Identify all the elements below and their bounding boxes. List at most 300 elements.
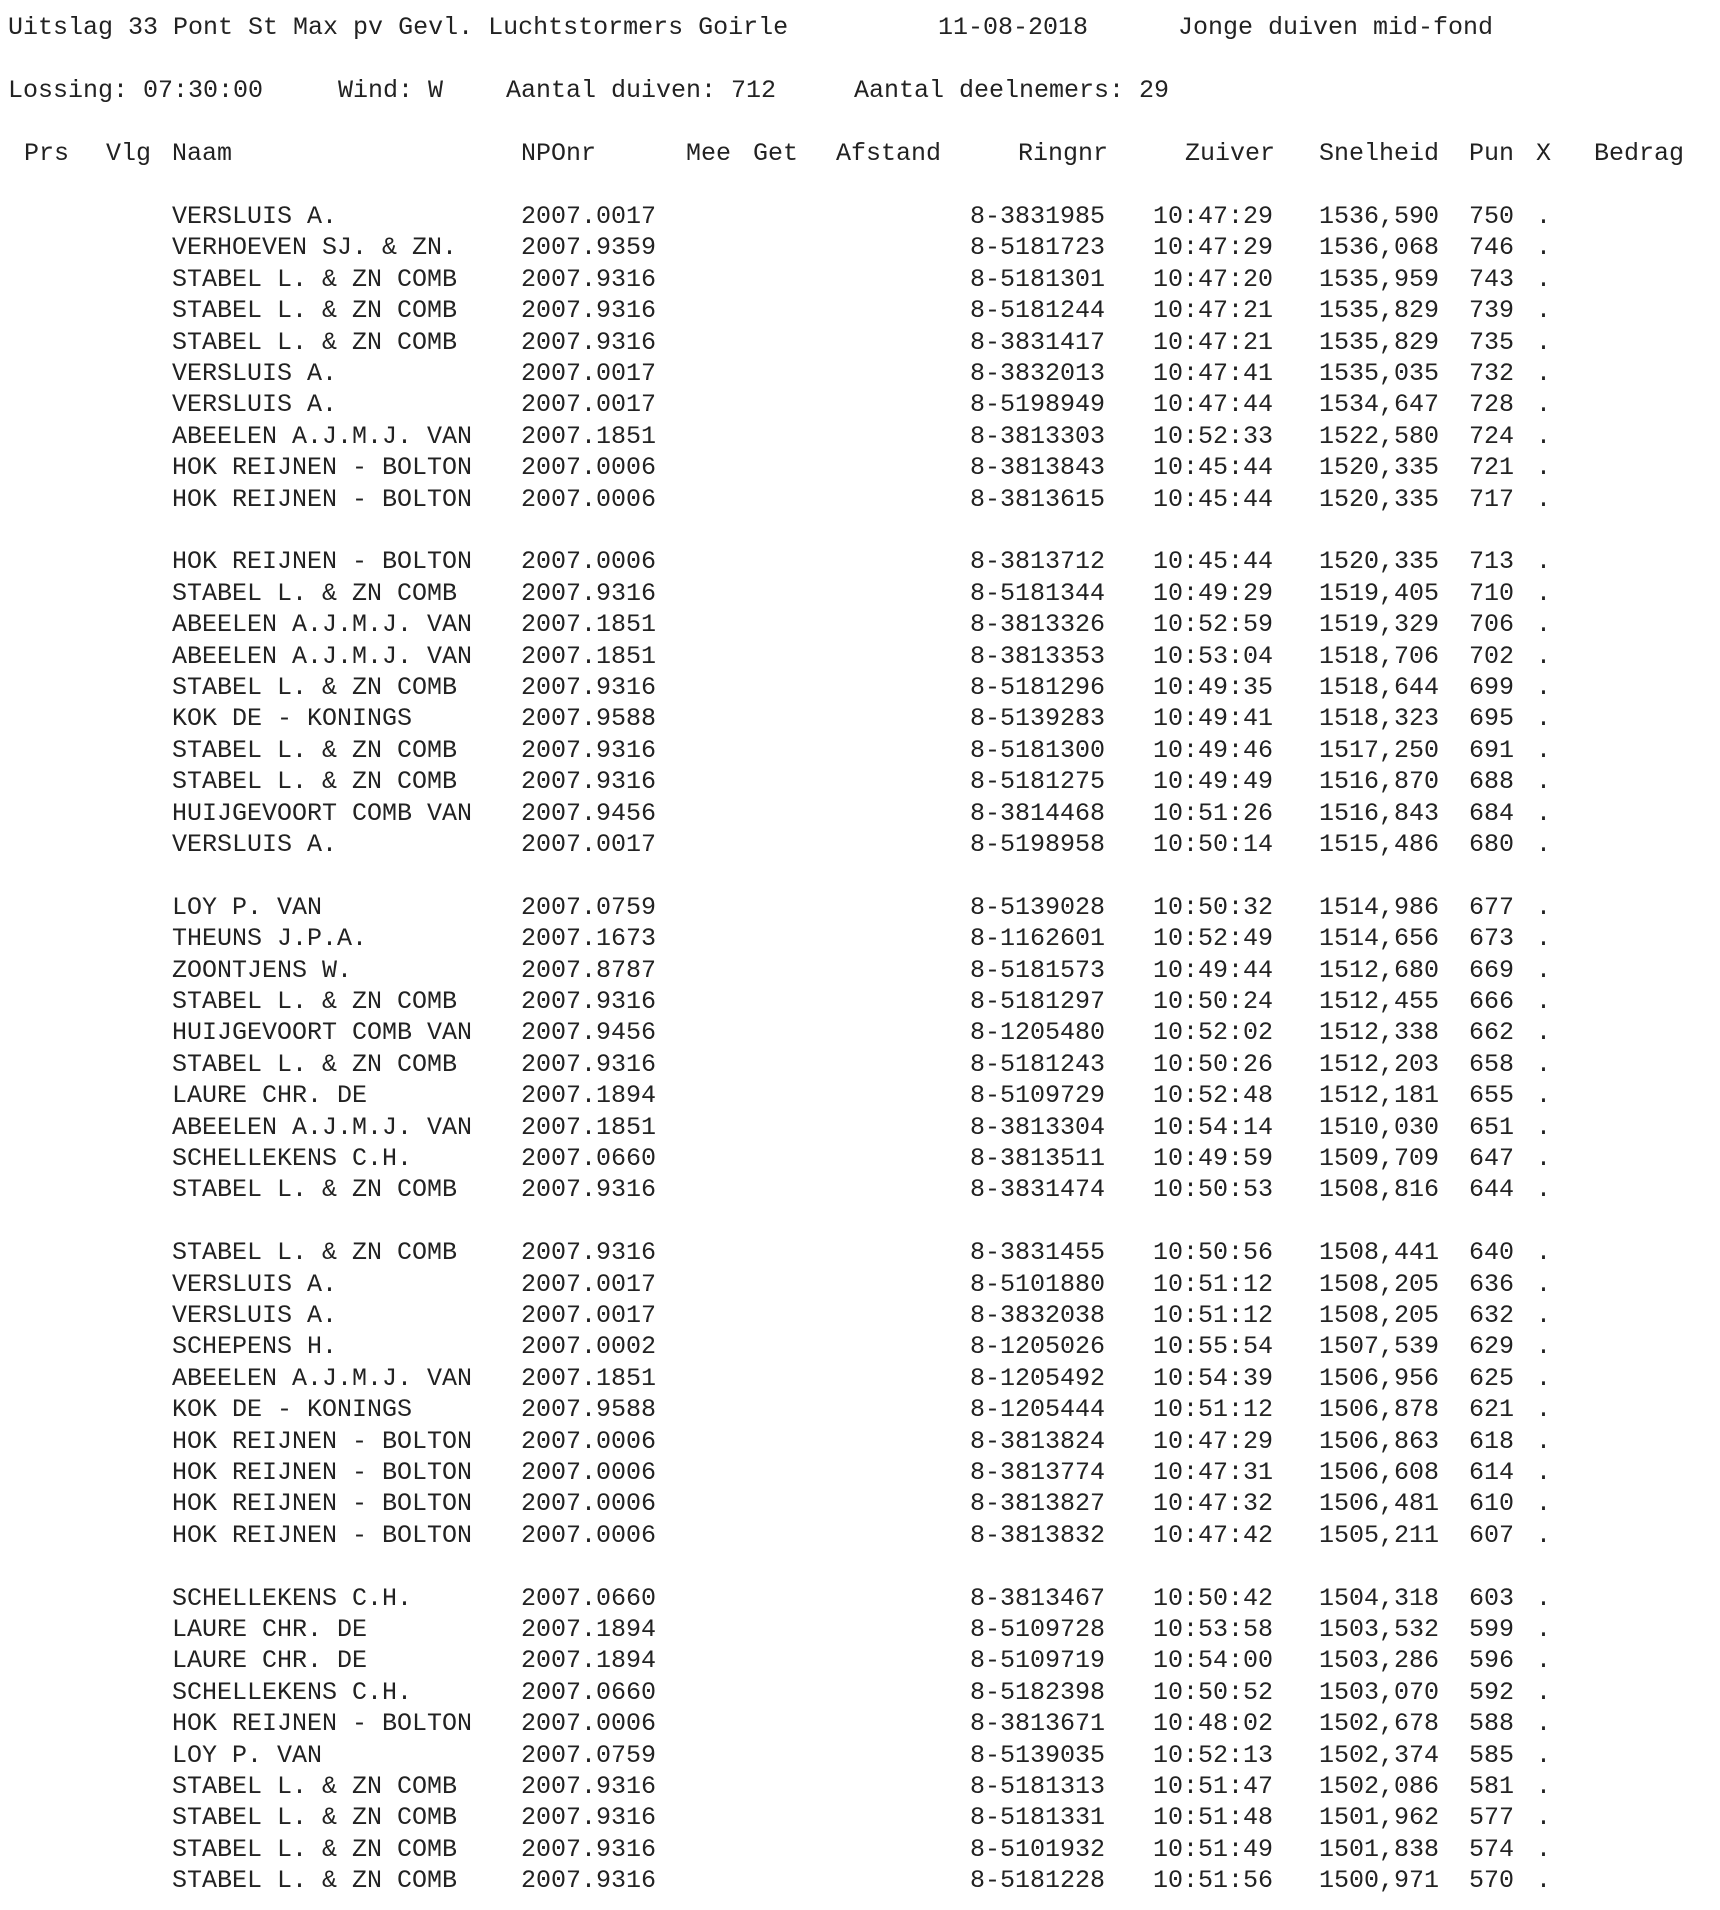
cell-naam: STABEL L. & ZN COMB — [172, 767, 458, 797]
cell-zuiver: 10:51:49 — [1153, 1834, 1274, 1864]
cell-zuiver: 10:54:14 — [1153, 1112, 1274, 1142]
cell-naam: STABEL L. & ZN COMB — [172, 735, 458, 765]
cell-zuiver: 10:47:44 — [1153, 390, 1274, 420]
cell-ringnr: 8-5109728 — [970, 1615, 1106, 1644]
cell-x: . — [1536, 1301, 1552, 1330]
cell-ringnr: 8-5101932 — [970, 1834, 1106, 1864]
column-header-ringnr: Ringnr — [1018, 139, 1109, 168]
cell-nponr: 2007.9316 — [521, 1049, 657, 1079]
cell-ringnr: 8-1205444 — [970, 1395, 1106, 1425]
cell-x: . — [1536, 1395, 1552, 1425]
cell-snelheid: 1515,486 — [1319, 830, 1440, 859]
cell-pun: 669 — [1469, 955, 1515, 985]
column-header-mee: Mee — [686, 139, 732, 168]
cell-snelheid: 1518,706 — [1319, 641, 1440, 671]
cell-nponr: 2007.9316 — [521, 987, 657, 1016]
cell-naam: VERSLUIS A. — [172, 390, 338, 420]
cell-nponr: 2007.9316 — [521, 1175, 657, 1205]
cell-zuiver: 10:51:56 — [1153, 1866, 1274, 1896]
cell-pun: 647 — [1469, 1144, 1515, 1173]
cell-ringnr: 8-5181313 — [970, 1772, 1106, 1801]
pigeon-count: Aantal duiven: 712 — [506, 76, 777, 105]
cell-ringnr: 8-3813304 — [970, 1112, 1106, 1142]
cell-naam: SCHELLEKENS C.H. — [172, 1144, 413, 1173]
cell-nponr: 2007.0002 — [521, 1332, 657, 1362]
cell-x: . — [1536, 892, 1552, 922]
cell-zuiver: 10:47:42 — [1153, 1520, 1274, 1550]
cell-naam: HUIJGEVOORT COMB VAN — [172, 798, 473, 828]
cell-pun: 728 — [1469, 390, 1515, 420]
cell-nponr: 2007.1673 — [521, 924, 657, 954]
cell-zuiver: 10:47:41 — [1153, 359, 1274, 388]
cell-pun: 746 — [1469, 233, 1515, 263]
cell-ringnr: 8-5181296 — [970, 673, 1106, 702]
cell-pun: 644 — [1469, 1175, 1515, 1205]
cell-x: . — [1536, 1866, 1552, 1896]
cell-naam: HOK REIJNEN - BOLTON — [172, 1426, 473, 1456]
cell-x: . — [1536, 1049, 1552, 1079]
cell-pun: 577 — [1469, 1803, 1515, 1833]
cell-snelheid: 1535,829 — [1319, 296, 1440, 326]
cell-naam: VERSLUIS A. — [172, 1301, 338, 1330]
cell-naam: ABEELEN A.J.M.J. VAN — [172, 641, 473, 671]
cell-pun: 570 — [1469, 1866, 1515, 1896]
cell-naam: THEUNS J.P.A. — [172, 924, 368, 954]
cell-pun: 603 — [1469, 1583, 1515, 1613]
cell-pun: 621 — [1469, 1395, 1515, 1425]
cell-pun: 614 — [1469, 1458, 1515, 1487]
cell-naam: STABEL L. & ZN COMB — [172, 673, 458, 702]
cell-nponr: 2007.0017 — [521, 1301, 657, 1330]
cell-x: . — [1536, 390, 1552, 420]
cell-x: . — [1536, 547, 1552, 577]
cell-x: . — [1536, 987, 1552, 1016]
column-header-pun: Pun — [1469, 139, 1515, 168]
cell-snelheid: 1534,647 — [1319, 390, 1440, 420]
column-header-x: X — [1536, 139, 1552, 168]
cell-pun: 699 — [1469, 673, 1515, 702]
cell-pun: 710 — [1469, 578, 1515, 608]
cell-ringnr: 8-5181243 — [970, 1049, 1106, 1079]
cell-snelheid: 1508,816 — [1319, 1175, 1440, 1205]
cell-zuiver: 10:47:31 — [1153, 1458, 1274, 1487]
cell-zuiver: 10:47:29 — [1153, 202, 1274, 231]
cell-snelheid: 1501,962 — [1319, 1803, 1440, 1833]
cell-naam: KOK DE - KONINGS — [172, 704, 413, 734]
cell-snelheid: 1500,971 — [1319, 1866, 1440, 1896]
cell-nponr: 2007.9316 — [521, 767, 657, 797]
race-category: Jonge duiven mid-fond — [1178, 13, 1494, 42]
cell-zuiver: 10:51:26 — [1153, 798, 1274, 828]
cell-zuiver: 10:50:26 — [1153, 1049, 1274, 1079]
cell-naam: LAURE CHR. DE — [172, 1615, 368, 1644]
cell-pun: 688 — [1469, 767, 1515, 797]
cell-x: . — [1536, 484, 1552, 514]
cell-pun: 662 — [1469, 1018, 1515, 1048]
cell-naam: STABEL L. & ZN COMB — [172, 296, 458, 326]
cell-zuiver: 10:50:14 — [1153, 830, 1274, 859]
cell-snelheid: 1505,211 — [1319, 1520, 1440, 1550]
cell-ringnr: 8-3813303 — [970, 421, 1106, 451]
cell-ringnr: 8-3813353 — [970, 641, 1106, 671]
cell-snelheid: 1512,181 — [1319, 1081, 1440, 1111]
lossing-time: Lossing: 07:30:00 — [8, 76, 264, 105]
cell-pun: 596 — [1469, 1646, 1515, 1676]
cell-nponr: 2007.9588 — [521, 1395, 657, 1425]
cell-zuiver: 10:47:29 — [1153, 1426, 1274, 1456]
cell-ringnr: 8-5181275 — [970, 767, 1106, 797]
cell-nponr: 2007.9316 — [521, 578, 657, 608]
cell-pun: 717 — [1469, 484, 1515, 514]
cell-zuiver: 10:50:53 — [1153, 1175, 1274, 1205]
cell-naam: HUIJGEVOORT COMB VAN — [172, 1018, 473, 1048]
cell-ringnr: 8-1205026 — [970, 1332, 1106, 1362]
cell-zuiver: 10:49:46 — [1153, 735, 1274, 765]
cell-naam: STABEL L. & ZN COMB — [172, 987, 458, 1016]
cell-ringnr: 8-5181300 — [970, 735, 1106, 765]
cell-naam: STABEL L. & ZN COMB — [172, 1049, 458, 1079]
cell-snelheid: 1512,203 — [1319, 1049, 1440, 1079]
cell-zuiver: 10:52:59 — [1153, 610, 1274, 640]
cell-x: . — [1536, 924, 1552, 954]
cell-nponr: 2007.9316 — [521, 1772, 657, 1801]
cell-x: . — [1536, 327, 1552, 357]
cell-snelheid: 1507,539 — [1319, 1332, 1440, 1362]
cell-snelheid: 1517,250 — [1319, 735, 1440, 765]
cell-zuiver: 10:50:42 — [1153, 1583, 1274, 1613]
cell-ringnr: 8-3813774 — [970, 1458, 1106, 1487]
cell-naam: HOK REIJNEN - BOLTON — [172, 484, 473, 514]
cell-zuiver: 10:49:29 — [1153, 578, 1274, 608]
cell-x: . — [1536, 264, 1552, 294]
cell-naam: LAURE CHR. DE — [172, 1646, 368, 1676]
cell-zuiver: 10:55:54 — [1153, 1332, 1274, 1362]
cell-ringnr: 8-5181297 — [970, 987, 1106, 1016]
cell-snelheid: 1502,374 — [1319, 1740, 1440, 1770]
column-header-vlg: Vlg — [106, 139, 152, 168]
cell-naam: STABEL L. & ZN COMB — [172, 1772, 458, 1801]
cell-ringnr: 8-5198958 — [970, 830, 1106, 859]
cell-zuiver: 10:51:12 — [1153, 1269, 1274, 1299]
cell-zuiver: 10:50:56 — [1153, 1238, 1274, 1268]
cell-snelheid: 1512,455 — [1319, 987, 1440, 1016]
cell-naam: HOK REIJNEN - BOLTON — [172, 1520, 473, 1550]
cell-pun: 684 — [1469, 798, 1515, 828]
cell-ringnr: 8-5181723 — [970, 233, 1106, 263]
cell-zuiver: 10:47:20 — [1153, 264, 1274, 294]
column-header-zuiver: Zuiver — [1185, 139, 1276, 168]
cell-pun: 673 — [1469, 924, 1515, 954]
cell-ringnr: 8-3813832 — [970, 1520, 1106, 1550]
cell-snelheid: 1514,656 — [1319, 924, 1440, 954]
cell-naam: ABEELEN A.J.M.J. VAN — [172, 1363, 473, 1393]
cell-nponr: 2007.0017 — [521, 1269, 657, 1299]
cell-zuiver: 10:49:41 — [1153, 704, 1274, 734]
cell-snelheid: 1516,843 — [1319, 798, 1440, 828]
cell-nponr: 2007.0017 — [521, 202, 657, 231]
column-header-afstand: Afstand — [836, 139, 942, 168]
cell-snelheid: 1535,829 — [1319, 327, 1440, 357]
cell-ringnr: 8-1162601 — [970, 924, 1106, 954]
cell-nponr: 2007.9316 — [521, 1238, 657, 1268]
cell-naam: STABEL L. & ZN COMB — [172, 578, 458, 608]
cell-pun: 588 — [1469, 1709, 1515, 1739]
cell-nponr: 2007.9316 — [521, 1834, 657, 1864]
cell-snelheid: 1519,405 — [1319, 578, 1440, 608]
cell-nponr: 2007.0759 — [521, 1740, 657, 1770]
cell-snelheid: 1536,590 — [1319, 202, 1440, 231]
cell-naam: VERSLUIS A. — [172, 1269, 338, 1299]
cell-snelheid: 1510,030 — [1319, 1112, 1440, 1142]
cell-ringnr: 8-3831455 — [970, 1238, 1106, 1268]
cell-x: . — [1536, 1175, 1552, 1205]
cell-naam: ZOONTJENS W. — [172, 955, 353, 985]
cell-pun: 618 — [1469, 1426, 1515, 1456]
cell-pun: 695 — [1469, 704, 1515, 734]
cell-naam: ABEELEN A.J.M.J. VAN — [172, 1112, 473, 1142]
cell-ringnr: 8-5181301 — [970, 264, 1106, 294]
cell-snelheid: 1501,838 — [1319, 1834, 1440, 1864]
cell-x: . — [1536, 453, 1552, 483]
race-title: Uitslag 33 Pont St Max pv Gevl. Luchtstormers Goirle — [8, 13, 789, 42]
cell-snelheid: 1519,329 — [1319, 610, 1440, 640]
cell-naam: STABEL L. & ZN COMB — [172, 1834, 458, 1864]
cell-snelheid: 1518,644 — [1319, 673, 1440, 702]
cell-snelheid: 1506,481 — [1319, 1489, 1440, 1519]
cell-naam: KOK DE - KONINGS — [172, 1395, 413, 1425]
cell-x: . — [1536, 578, 1552, 608]
cell-zuiver: 10:49:44 — [1153, 955, 1274, 985]
cell-nponr: 2007.9316 — [521, 1866, 657, 1896]
cell-nponr: 2007.9359 — [521, 233, 657, 263]
cell-naam: LOY P. VAN — [172, 892, 323, 922]
cell-snelheid: 1522,580 — [1319, 421, 1440, 451]
cell-zuiver: 10:45:44 — [1153, 484, 1274, 514]
cell-ringnr: 8-5181244 — [970, 296, 1106, 326]
cell-naam: ABEELEN A.J.M.J. VAN — [172, 610, 473, 640]
cell-nponr: 2007.9588 — [521, 704, 657, 734]
cell-zuiver: 10:51:47 — [1153, 1772, 1274, 1801]
cell-zuiver: 10:47:21 — [1153, 296, 1274, 326]
cell-nponr: 2007.0006 — [521, 484, 657, 514]
cell-nponr: 2007.1851 — [521, 1112, 657, 1142]
cell-naam: LAURE CHR. DE — [172, 1081, 368, 1111]
cell-naam: SCHELLEKENS C.H. — [172, 1677, 413, 1707]
cell-x: . — [1536, 704, 1552, 734]
cell-nponr: 2007.9316 — [521, 296, 657, 326]
cell-zuiver: 10:51:12 — [1153, 1301, 1274, 1330]
cell-x: . — [1536, 955, 1552, 985]
cell-x: . — [1536, 1144, 1552, 1173]
cell-nponr: 2007.1851 — [521, 641, 657, 671]
cell-pun: 610 — [1469, 1489, 1515, 1519]
cell-ringnr: 8-3831417 — [970, 327, 1106, 357]
cell-snelheid: 1520,335 — [1319, 484, 1440, 514]
cell-nponr: 2007.9316 — [521, 1803, 657, 1833]
cell-ringnr: 8-5139028 — [970, 892, 1106, 922]
cell-x: . — [1536, 1018, 1552, 1048]
cell-ringnr: 8-1205492 — [970, 1363, 1106, 1393]
cell-zuiver: 10:52:48 — [1153, 1081, 1274, 1111]
cell-ringnr: 8-3831985 — [970, 202, 1106, 231]
cell-ringnr: 8-3813712 — [970, 547, 1106, 577]
cell-nponr: 2007.0006 — [521, 1709, 657, 1739]
cell-snelheid: 1502,086 — [1319, 1772, 1440, 1801]
cell-pun: 581 — [1469, 1772, 1515, 1801]
cell-snelheid: 1503,070 — [1319, 1677, 1440, 1707]
cell-snelheid: 1503,286 — [1319, 1646, 1440, 1676]
column-header-snelheid: Snelheid — [1319, 139, 1440, 168]
cell-x: . — [1536, 1112, 1552, 1142]
cell-zuiver: 10:52:13 — [1153, 1740, 1274, 1770]
cell-ringnr: 8-5101880 — [970, 1269, 1106, 1299]
cell-ringnr: 8-5109719 — [970, 1646, 1106, 1676]
cell-nponr: 2007.0017 — [521, 359, 657, 388]
cell-snelheid: 1512,680 — [1319, 955, 1440, 985]
cell-pun: 750 — [1469, 202, 1515, 231]
cell-pun: 632 — [1469, 1301, 1515, 1330]
cell-x: . — [1536, 1803, 1552, 1833]
cell-pun: 724 — [1469, 421, 1515, 451]
cell-zuiver: 10:47:21 — [1153, 327, 1274, 357]
cell-snelheid: 1506,956 — [1319, 1363, 1440, 1393]
cell-snelheid: 1503,532 — [1319, 1615, 1440, 1644]
cell-snelheid: 1512,338 — [1319, 1018, 1440, 1048]
cell-x: . — [1536, 767, 1552, 797]
cell-zuiver: 10:52:02 — [1153, 1018, 1274, 1048]
column-header-naam: Naam — [172, 139, 233, 168]
cell-snelheid: 1508,205 — [1319, 1301, 1440, 1330]
cell-zuiver: 10:45:44 — [1153, 453, 1274, 483]
cell-nponr: 2007.0006 — [521, 1489, 657, 1519]
cell-nponr: 2007.1851 — [521, 610, 657, 640]
cell-zuiver: 10:45:44 — [1153, 547, 1274, 577]
cell-snelheid: 1516,870 — [1319, 767, 1440, 797]
cell-x: . — [1536, 1834, 1552, 1864]
cell-zuiver: 10:50:52 — [1153, 1677, 1274, 1707]
cell-ringnr: 8-5181573 — [970, 955, 1106, 985]
cell-ringnr: 8-5181344 — [970, 578, 1106, 608]
cell-zuiver: 10:52:33 — [1153, 421, 1274, 451]
cell-pun: 739 — [1469, 296, 1515, 326]
cell-snelheid: 1535,959 — [1319, 264, 1440, 294]
cell-ringnr: 8-1205480 — [970, 1018, 1106, 1048]
cell-naam: STABEL L. & ZN COMB — [172, 264, 458, 294]
cell-snelheid: 1535,035 — [1319, 359, 1440, 388]
cell-zuiver: 10:54:00 — [1153, 1646, 1274, 1676]
cell-x: . — [1536, 1426, 1552, 1456]
cell-nponr: 2007.0006 — [521, 1458, 657, 1487]
cell-naam: ABEELEN A.J.M.J. VAN — [172, 421, 473, 451]
cell-snelheid: 1502,678 — [1319, 1709, 1440, 1739]
cell-ringnr: 8-5181331 — [970, 1803, 1106, 1833]
cell-x: . — [1536, 1740, 1552, 1770]
cell-snelheid: 1509,709 — [1319, 1144, 1440, 1173]
cell-x: . — [1536, 1772, 1552, 1801]
cell-pun: 732 — [1469, 359, 1515, 388]
cell-pun: 592 — [1469, 1677, 1515, 1707]
cell-naam: VERSLUIS A. — [172, 359, 338, 388]
cell-zuiver: 10:51:48 — [1153, 1803, 1274, 1833]
cell-snelheid: 1518,323 — [1319, 704, 1440, 734]
cell-x: . — [1536, 233, 1552, 263]
cell-naam: STABEL L. & ZN COMB — [172, 327, 458, 357]
cell-nponr: 2007.0006 — [521, 1426, 657, 1456]
cell-ringnr: 8-5198949 — [970, 390, 1106, 420]
cell-pun: 574 — [1469, 1834, 1515, 1864]
cell-zuiver: 10:52:49 — [1153, 924, 1274, 954]
info-line — [8, 75, 1170, 106]
cell-pun: 677 — [1469, 892, 1515, 922]
cell-snelheid: 1520,335 — [1319, 453, 1440, 483]
cell-pun: 658 — [1469, 1049, 1515, 1079]
cell-pun: 655 — [1469, 1081, 1515, 1111]
cell-ringnr: 8-5139283 — [970, 704, 1106, 734]
cell-ringnr: 8-3832038 — [970, 1301, 1106, 1330]
cell-naam: LOY P. VAN — [172, 1740, 323, 1770]
cell-pun: 629 — [1469, 1332, 1515, 1362]
cell-ringnr: 8-3813615 — [970, 484, 1106, 514]
cell-ringnr: 8-3813511 — [970, 1144, 1106, 1173]
cell-naam: HOK REIJNEN - BOLTON — [172, 453, 473, 483]
cell-x: . — [1536, 202, 1552, 231]
cell-pun: 702 — [1469, 641, 1515, 671]
column-header-bedrag: Bedrag — [1594, 139, 1685, 168]
cell-x: . — [1536, 1520, 1552, 1550]
cell-naam: STABEL L. & ZN COMB — [172, 1866, 458, 1896]
cell-x: . — [1536, 1709, 1552, 1739]
cell-ringnr: 8-3813824 — [970, 1426, 1106, 1456]
cell-snelheid: 1508,205 — [1319, 1269, 1440, 1299]
cell-zuiver: 10:47:29 — [1153, 233, 1274, 263]
cell-x: . — [1536, 421, 1552, 451]
cell-zuiver: 10:47:32 — [1153, 1489, 1274, 1519]
cell-pun: 721 — [1469, 453, 1515, 483]
cell-x: . — [1536, 1081, 1552, 1111]
cell-zuiver: 10:49:59 — [1153, 1144, 1274, 1173]
cell-snelheid: 1504,318 — [1319, 1583, 1440, 1613]
cell-naam: STABEL L. & ZN COMB — [172, 1803, 458, 1833]
cell-snelheid: 1520,335 — [1319, 547, 1440, 577]
cell-ringnr: 8-5181228 — [970, 1866, 1106, 1896]
cell-nponr: 2007.9316 — [521, 327, 657, 357]
column-header-nponr: NPOnr — [521, 139, 597, 168]
cell-nponr: 2007.0660 — [521, 1677, 657, 1707]
cell-snelheid: 1506,863 — [1319, 1426, 1440, 1456]
cell-pun: 743 — [1469, 264, 1515, 294]
cell-pun: 651 — [1469, 1112, 1515, 1142]
wind: Wind: W — [338, 76, 444, 105]
cell-zuiver: 10:54:39 — [1153, 1363, 1274, 1393]
cell-nponr: 2007.0759 — [521, 892, 657, 922]
cell-zuiver: 10:53:04 — [1153, 641, 1274, 671]
cell-naam: VERHOEVEN SJ. & ZN. — [172, 233, 458, 263]
cell-ringnr: 8-3814468 — [970, 798, 1106, 828]
cell-nponr: 2007.9316 — [521, 264, 657, 294]
cell-naam: SCHELLEKENS C.H. — [172, 1583, 413, 1613]
cell-pun: 636 — [1469, 1269, 1515, 1299]
cell-x: . — [1536, 359, 1552, 388]
cell-x: . — [1536, 735, 1552, 765]
cell-zuiver: 10:53:58 — [1153, 1615, 1274, 1644]
cell-nponr: 2007.1894 — [521, 1615, 657, 1644]
cell-x: . — [1536, 610, 1552, 640]
cell-ringnr: 8-3813843 — [970, 453, 1106, 483]
cell-pun: 735 — [1469, 327, 1515, 357]
cell-naam: HOK REIJNEN - BOLTON — [172, 1489, 473, 1519]
cell-snelheid: 1536,068 — [1319, 233, 1440, 263]
race-date: 11-08-2018 — [938, 13, 1089, 42]
